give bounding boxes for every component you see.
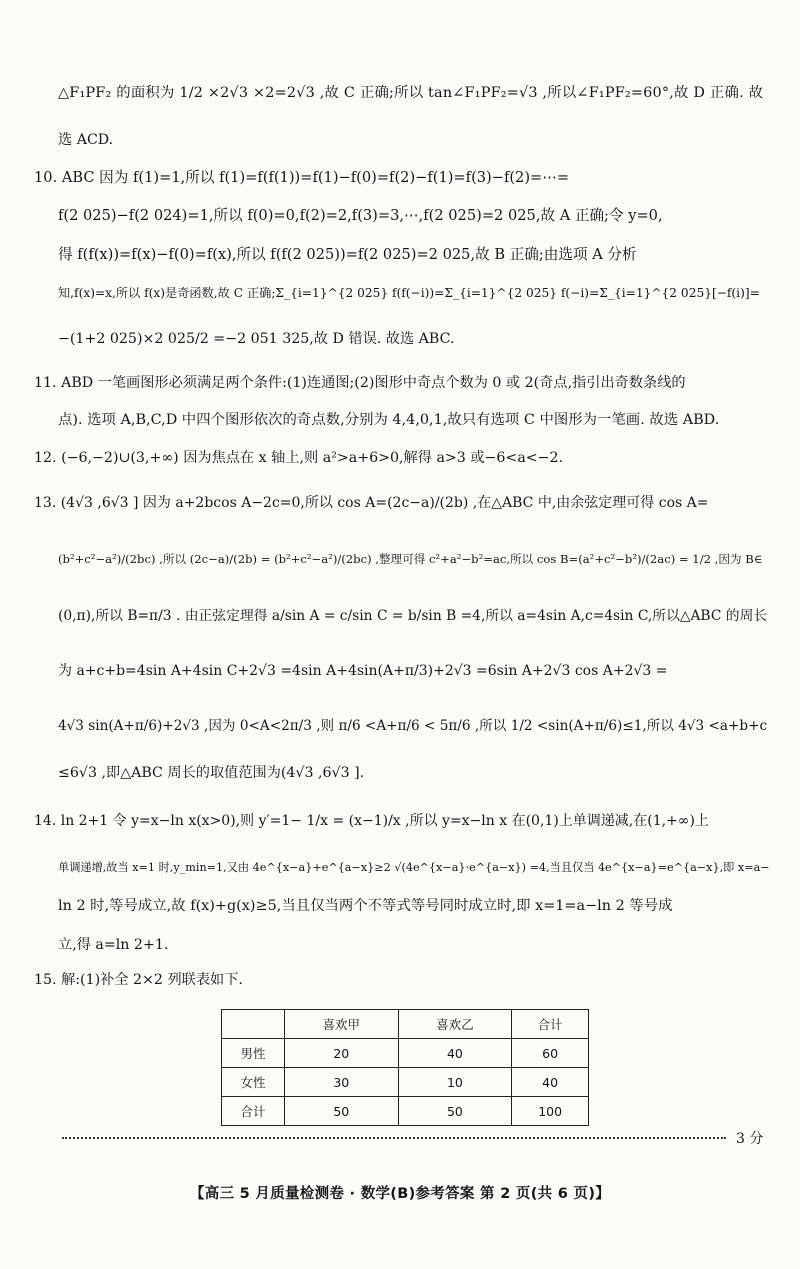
answer-10-line-1: 10. ABC 因为 f(1)=1,所以 f(1)=f(f(1))=f(1)−f(0)=f(2)−f(1)=f(3)−f(2)=⋯= — [34, 169, 570, 186]
table-header-cell — [222, 1010, 285, 1039]
answer-10-line-3: 得 f(f(x))=f(x)−f(0)=f(x),所以 f(f(2 025))=f(2 025)=2 025,故 B 正确;由选项 A 分析 — [58, 246, 637, 263]
answer-14-line-1: 14. ln 2+1 令 y=x−ln x(x>0),则 y′=1− 1/x = (x−1)/x ,所以 y=x−ln x 在(0,1)上单调递减,在(1,+∞)上 — [34, 813, 709, 829]
table-cell: 50 — [285, 1097, 399, 1126]
answer-13-line-6: ≤6√3 ,即△ABC 周长的取值范围为(4√3 ,6√3 ]. — [58, 765, 365, 781]
table-row — [222, 1068, 589, 1097]
answer-13-line-4: 为 a+c+b=4sin A+4sin C+2√3 =4sin A+4sin(A+π/3)+2√3 =6sin A+2√3 cos A+2√3 = — [58, 663, 668, 679]
table-cell: 40 — [398, 1039, 512, 1068]
answer-10-line-5: −(1+2 025)×2 025/2 =−2 051 325,故 D 错误. 故选 ABC. — [58, 331, 455, 347]
answer-14-line-2: 单调递增,故当 x=1 时,y_min=1,又由 4e^{x−a}+e^{a−x}≥2 √(4e^{x−a}·e^{a−x}) =4,当且仅当 4e^{x−a}=e^{a−x},即 x=a− — [58, 861, 770, 874]
text-line-1: △F₁PF₂ 的面积为 1/2 ×2√3 ×2=2√3 ,故 C 正确;所以 tan∠F₁PF₂=√3 ,所以∠F₁PF₂=60°,故 D 正确. 故 — [58, 85, 764, 101]
table-cell: 女性 — [222, 1068, 285, 1097]
table-header-cell: 喜欢乙 — [398, 1010, 512, 1039]
table-cell: 20 — [285, 1039, 399, 1068]
answer-11-line-1: 11. ABD 一笔画图形必须满足两个条件:(1)连通图;(2)图形中奇点个数为 0 或 2(奇点,指引出奇数条线的 — [34, 375, 686, 391]
answer-13-line-5: 4√3 sin(A+π/6)+2√3 ,因为 0<A<2π/3 ,则 π/6 <A+π/6 < 5π/6 ,所以 1/2 <sin(A+π/6)≤1,所以 4√3 <a+b+c — [58, 718, 768, 734]
table-header-cell: 合计 — [512, 1010, 589, 1039]
answer-13-line-1: 13. (4√3 ,6√3 ] 因为 a+2bcos A−2c=0,所以 cos A=(2c−a)/(2b) ,在△ABC 中,由余弦定理可得 cos A= — [34, 495, 709, 511]
answer-10-line-2: f(2 025)−f(2 024)=1,所以 f(0)=0,f(2)=2,f(3)=3,⋯,f(2 025)=2 025,故 A 正确;令 y=0, — [58, 207, 663, 224]
answer-15-intro: 15. 解:(1)补全 2×2 列联表如下. — [34, 972, 243, 988]
table-header-cell: 喜欢甲 — [285, 1010, 399, 1039]
score-label: 3 分 — [736, 1131, 764, 1147]
table-cell: 10 — [398, 1068, 512, 1097]
answer-10-line-4: 知,f(x)=x,所以 f(x)是奇函数,故 C 正确;Σ_{i=1}^{2 025} f(f(−i))=Σ_{i=1}^{2 025} f(−i)=Σ_{i=1}^{2 025}[−f(i)]= — [58, 286, 760, 300]
answer-14-line-3: ln 2 时,等号成立,故 f(x)+g(x)≥5,当且仅当两个不等式等号同时成立时,即 x=1=a−ln 2 等号成 — [58, 898, 673, 914]
contingency-table — [221, 1009, 589, 1126]
dotted-leader — [62, 1137, 726, 1139]
table-cell: 男性 — [222, 1039, 285, 1068]
answer-13-line-2: (b²+c²−a²)/(2bc) ,所以 (2c−a)/(2b) = (b²+c²−a²)/(2bc) ,整理可得 c²+a²−b²=ac,所以 cos B=(a²+c²−b²)/(2ac) = 1/2 ,因为 B∈ — [58, 552, 763, 566]
answer-11-line-2: 点). 选项 A,B,C,D 中四个图形依次的奇点数,分别为 4,4,0,1,故只有选项 C 中图形为一笔画. 故选 ABD. — [58, 412, 720, 428]
table-cell: 60 — [512, 1039, 589, 1068]
table-cell: 40 — [512, 1068, 589, 1097]
answer-13-line-3: (0,π),所以 B=π/3 . 由正弦定理得 a/sin A = c/sin C = b/sin B =4,所以 a=4sin A,c=4sin C,所以△ABC 的周长 — [58, 608, 768, 624]
table-cell: 合计 — [222, 1097, 285, 1126]
table-cell: 100 — [512, 1097, 589, 1126]
table-row — [222, 1039, 589, 1068]
table-cell: 30 — [285, 1068, 399, 1097]
table-header-row — [222, 1010, 589, 1039]
text-line-2: 选 ACD. — [58, 132, 114, 148]
answer-12: 12. (−6,−2)∪(3,+∞) 因为焦点在 x 轴上,则 a²>a+6>0,解得 a>3 或−6<a<−2. — [34, 450, 564, 466]
table-row — [222, 1097, 589, 1126]
answer-14-line-4: 立,得 a=ln 2+1. — [58, 937, 169, 953]
table-cell: 50 — [398, 1097, 512, 1126]
page-footer: 【高三 5 月质量检测卷 · 数学(B)参考答案 第 2 页(共 6 页)】 — [189, 1186, 611, 1202]
